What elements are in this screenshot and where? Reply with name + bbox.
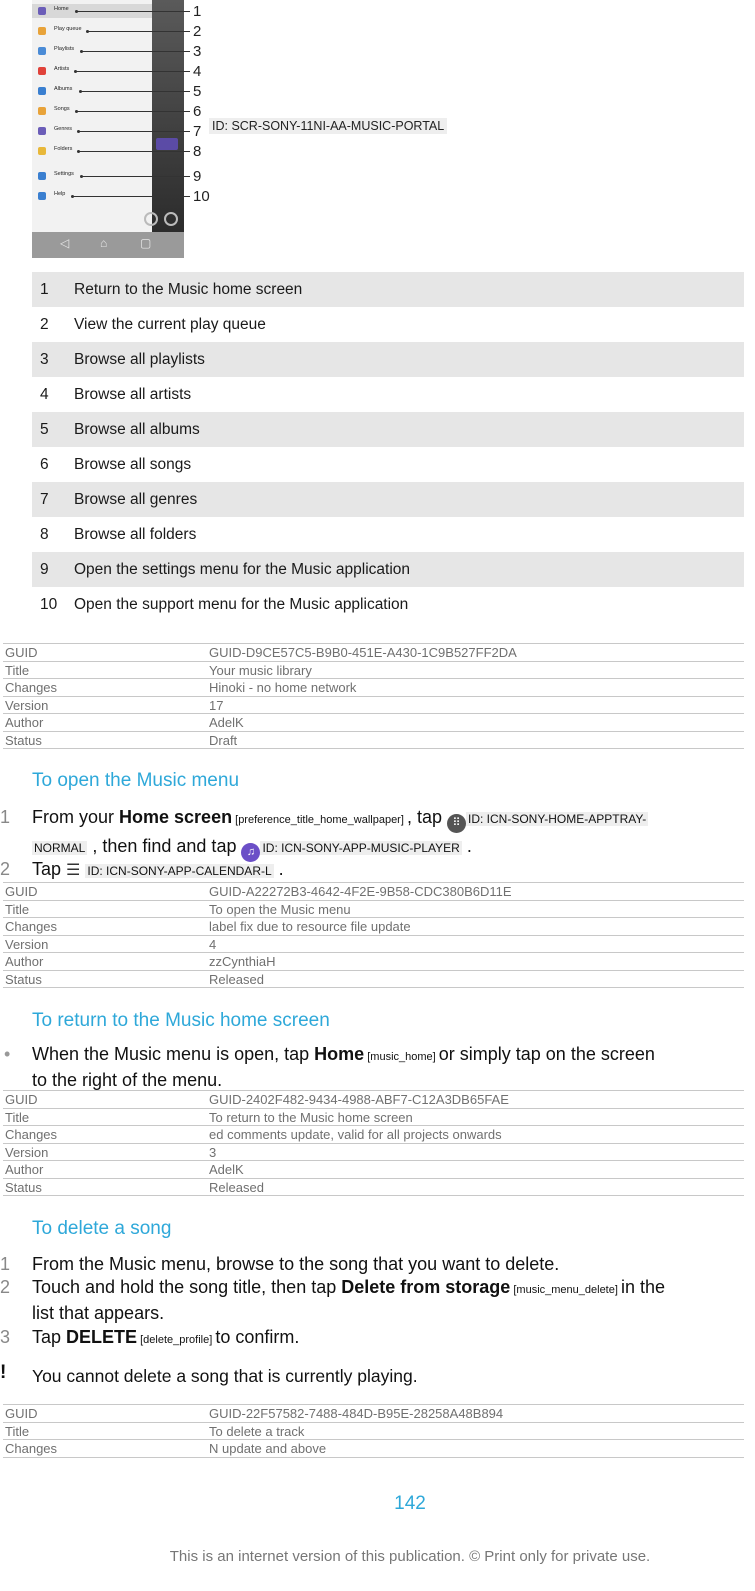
callout-line — [87, 31, 190, 32]
metadata-row — [3, 1405, 744, 1423]
table-row — [32, 482, 744, 517]
metadata-row — [3, 662, 744, 680]
callout-number: 3 — [193, 43, 202, 60]
music-home-background — [152, 0, 184, 232]
step-1 — [0, 804, 745, 862]
warning-icon: ! — [0, 1362, 7, 1383]
table-row — [32, 307, 744, 342]
metadata-key: Title — [5, 901, 30, 917]
metadata-row — [3, 918, 744, 936]
metadata-key: Status — [5, 1179, 42, 1195]
metadata-key: Changes — [5, 1127, 58, 1142]
step-2 — [0, 1274, 745, 1303]
row-text: Browse all artists — [74, 385, 192, 403]
row-text: Open the support menu for the Music application — [74, 595, 409, 613]
page-number: 142 — [394, 1493, 426, 1514]
metadata-value: 17 — [209, 697, 224, 713]
step-2-continued — [0, 1300, 745, 1326]
step-2 — [0, 856, 745, 884]
metadata-key: GUID — [5, 884, 38, 899]
metadata-key: Title — [5, 1423, 30, 1439]
callout-line — [76, 111, 190, 112]
row-text: Open the settings menu for the Music application — [74, 560, 411, 578]
delete-from-storage-term: Delete from storage — [341, 1277, 511, 1297]
menu-item-label: Artists — [54, 66, 70, 72]
metadata-row — [3, 1179, 744, 1197]
icon-id-label: ID: ICN-SONY-HOME-APPTRAY- — [468, 812, 647, 826]
metadata-value: N update and above — [209, 1441, 327, 1456]
step-number: 1 — [0, 1254, 11, 1274]
step-text — [32, 856, 745, 884]
artists-icon — [38, 67, 46, 75]
metadata-row — [3, 1440, 744, 1458]
row-number: 10 — [40, 595, 58, 613]
step-text-part: When the Music menu is open, tap — [32, 1044, 315, 1064]
home-icon — [38, 7, 46, 15]
metadata-key: Status — [5, 971, 42, 987]
row-text: Browse all folders — [74, 525, 197, 543]
metadata-row — [3, 697, 744, 715]
menu-item-label: Playlists — [54, 46, 75, 52]
callout-line — [81, 176, 190, 177]
callout-number: 6 — [193, 103, 202, 120]
metadata-row — [3, 953, 744, 971]
step-text-part: From your — [32, 807, 120, 827]
metadata-value: 3 — [209, 1144, 217, 1160]
metadata-key: Status — [5, 732, 42, 748]
home-term: Home — [314, 1044, 365, 1064]
metadata-row — [3, 644, 744, 662]
bullet-text: to the right of the menu. — [32, 1070, 223, 1090]
menu-item-label: Help — [54, 191, 66, 197]
menu-item-label: Folders — [54, 146, 73, 152]
bullet-marker: • — [4, 1044, 11, 1064]
callout-number: 4 — [193, 63, 202, 80]
menu-icon: ☰ — [66, 862, 81, 879]
row-number: 9 — [40, 560, 49, 578]
callout-line — [72, 196, 190, 197]
folder-icon — [38, 147, 46, 155]
callout-line — [80, 91, 190, 92]
metadata-key: GUID — [5, 1092, 38, 1107]
table-row — [32, 342, 744, 377]
home-nav-icon: ⌂ — [100, 236, 108, 250]
bullet-text — [32, 1041, 745, 1070]
metadata-row — [3, 732, 744, 750]
step-number: 3 — [0, 1327, 11, 1347]
music-menu-screenshot — [32, 0, 184, 258]
app-tray-icon: ⠿ — [447, 814, 466, 833]
metadata-key: Changes — [5, 1441, 58, 1456]
step-number: 2 — [0, 1277, 11, 1297]
row-text: Browse all playlists — [74, 350, 205, 368]
metadata-value: Released — [209, 1179, 264, 1195]
metadata-value: Released — [209, 971, 264, 987]
step-text-part: , tap — [406, 807, 447, 827]
metadata-row — [3, 1423, 744, 1441]
row-text: Return to the Music home screen — [74, 280, 303, 298]
music-player-icon: ♫ — [241, 843, 260, 862]
help-icon — [38, 192, 46, 200]
row-number: 8 — [40, 525, 49, 543]
metadata-value: Hinoki - no home network — [209, 680, 357, 695]
metadata-key: Version — [5, 1144, 49, 1160]
step-text-part: . — [273, 859, 284, 879]
step-text-part: , then find and tap — [87, 836, 242, 856]
icon-id-label: ID: ICN-SONY-APP-CALENDAR-L — [87, 864, 272, 878]
step-number: 2 — [0, 859, 11, 879]
callout-line — [76, 11, 190, 12]
metadata-row — [3, 1109, 744, 1127]
metadata-value: GUID-A22272B3-4642-4F2E-9B58-CDC380B6D11E — [209, 884, 512, 899]
metadata-key: Title — [5, 662, 30, 678]
icon-id-label: NORMAL — [34, 841, 86, 855]
metadata-row — [3, 1091, 744, 1109]
callout-number: 9 — [193, 168, 202, 185]
menu-item-label: Songs — [54, 106, 70, 112]
step-text-part: Tap — [32, 1327, 67, 1347]
callout-number: 7 — [193, 123, 202, 140]
step-text-part: to confirm. — [215, 1327, 300, 1347]
genres-icon — [38, 127, 46, 135]
metadata-value: GUID-22F57582-7488-484D-B95E-28258A48B894 — [209, 1406, 504, 1421]
menu-item-label: Home — [54, 6, 69, 12]
metadata-key: Changes — [5, 919, 58, 934]
metadata-value: zzCynthiaH — [209, 954, 276, 969]
songs-icon — [38, 107, 46, 115]
callout-line — [75, 71, 190, 72]
step-text-part: Touch and hold the song title, then tap — [32, 1277, 342, 1297]
section-heading: To open the Music menu — [32, 770, 240, 791]
icon-id-label: ID: ICN-SONY-APP-MUSIC-PLAYER — [262, 841, 460, 855]
callout-number: 5 — [193, 83, 202, 100]
menu-item-label: Genres — [54, 126, 73, 132]
metadata-row — [3, 1161, 744, 1179]
table-row — [32, 517, 744, 552]
playlists-icon — [38, 47, 46, 55]
metadata-key: Author — [5, 954, 44, 969]
image-id-label: ID: SCR-SONY-11NI-AA-MUSIC-PORTAL — [209, 118, 447, 134]
section-heading: To delete a song — [32, 1218, 172, 1239]
step-number: 1 — [0, 807, 11, 827]
metadata-value: Your music library — [209, 662, 312, 678]
table-row — [32, 377, 744, 412]
metadata-value: GUID-2402F482-9434-4988-ABF7-C12A3DB65FAE — [209, 1092, 509, 1107]
table-row — [32, 272, 744, 307]
next-circle-icon — [164, 212, 178, 226]
metadata-row — [3, 1126, 744, 1144]
bullet-item — [0, 1041, 745, 1070]
table-row — [32, 587, 744, 622]
step-text-part: or simply tap on the screen — [438, 1044, 655, 1064]
table-row — [32, 447, 744, 482]
step-text — [32, 1324, 745, 1353]
metadata-value: AdelK — [209, 715, 244, 730]
metadata-row — [3, 971, 744, 989]
metadata-table — [3, 1404, 744, 1458]
step-3 — [0, 1324, 745, 1353]
section-heading: To return to the Music home screen — [32, 1010, 330, 1031]
metadata-key: Author — [5, 1162, 44, 1177]
metadata-value: label fix due to resource file update — [209, 919, 411, 934]
metadata-value: AdelK — [209, 1162, 244, 1177]
metadata-value: 4 — [209, 936, 217, 952]
table-row — [32, 552, 744, 587]
metadata-key: Author — [5, 715, 44, 730]
menu-item-label: Play queue — [54, 26, 82, 32]
callout-line — [78, 131, 190, 132]
callout-number: 1 — [193, 3, 202, 20]
row-number: 1 — [40, 280, 49, 298]
delete-term: DELETE — [66, 1327, 138, 1347]
table-row — [32, 412, 744, 447]
music-menu-drawer — [32, 0, 152, 232]
home-screen-term: Home screen — [119, 807, 233, 827]
resource-key: [preference_title_home_wallpaper] — [232, 814, 407, 826]
playback-circle-icon — [144, 212, 158, 226]
metadata-key: GUID — [5, 645, 38, 660]
metadata-key: GUID — [5, 1406, 38, 1421]
row-number: 5 — [40, 420, 49, 438]
android-nav-bar — [32, 232, 184, 258]
callout-number: 10 — [193, 188, 210, 205]
row-number: 3 — [40, 350, 49, 368]
step-text — [32, 804, 745, 862]
metadata-value: To return to the Music home screen — [209, 1109, 413, 1125]
step-text — [32, 1274, 745, 1303]
note-text: You cannot delete a song that is currently playing. — [32, 1366, 418, 1386]
resource-key: [music_home] — [364, 1051, 439, 1063]
row-number: 4 — [40, 385, 49, 403]
metadata-value: Draft — [209, 732, 238, 748]
albums-icon — [38, 87, 46, 95]
metadata-value: To open the Music menu — [209, 901, 351, 917]
step-text-part: Tap — [32, 859, 67, 879]
metadata-row — [3, 1144, 744, 1162]
metadata-row — [3, 883, 744, 901]
row-text: Browse all genres — [74, 490, 198, 508]
footer-notice: This is an internet version of this publication. © Print only for private use. — [169, 1548, 651, 1565]
resource-key: [music_menu_delete] — [510, 1284, 621, 1296]
metadata-row — [3, 901, 744, 919]
gear-icon — [38, 172, 46, 180]
callout-number: 2 — [193, 23, 202, 40]
metadata-value: ed comments update, valid for all projects onwards — [209, 1127, 502, 1142]
row-text: View the current play queue — [74, 315, 266, 333]
metadata-table — [3, 1090, 744, 1196]
callout-line — [81, 51, 190, 52]
step-text: From the Music menu, browse to the song that you want to delete. — [32, 1254, 560, 1274]
row-number: 7 — [40, 490, 49, 508]
resource-key: [delete_profile] — [137, 1334, 216, 1346]
row-text: Browse all songs — [74, 455, 192, 473]
metadata-row — [3, 714, 744, 732]
metadata-key: Version — [5, 936, 49, 952]
metadata-table — [3, 882, 744, 988]
play-queue-icon — [38, 27, 46, 35]
metadata-value: GUID-D9CE57C5-B9B0-451E-A430-1C9B527FF2DA — [209, 645, 517, 660]
step-text-part: in the — [620, 1277, 666, 1297]
metadata-key: Version — [5, 697, 49, 713]
step-text: list that appears. — [32, 1303, 165, 1323]
back-icon: ◁ — [60, 236, 70, 250]
metadata-key: Changes — [5, 680, 58, 695]
legend-table — [32, 272, 744, 622]
callout-number: 8 — [193, 143, 202, 160]
row-number: 2 — [40, 315, 49, 333]
row-text: Browse all albums — [74, 420, 200, 438]
metadata-table — [3, 643, 744, 749]
metadata-row — [3, 679, 744, 697]
menu-item-label: Albums — [54, 86, 73, 92]
callout-line — [78, 151, 190, 152]
metadata-value: To delete a track — [209, 1423, 305, 1439]
metadata-row — [3, 936, 744, 954]
accent-block — [156, 138, 178, 150]
menu-item-label: Settings — [54, 171, 74, 177]
metadata-key: Title — [5, 1109, 30, 1125]
recents-icon: ▢ — [140, 236, 152, 250]
step-text-part: . — [461, 836, 472, 856]
row-number: 6 — [40, 455, 49, 473]
